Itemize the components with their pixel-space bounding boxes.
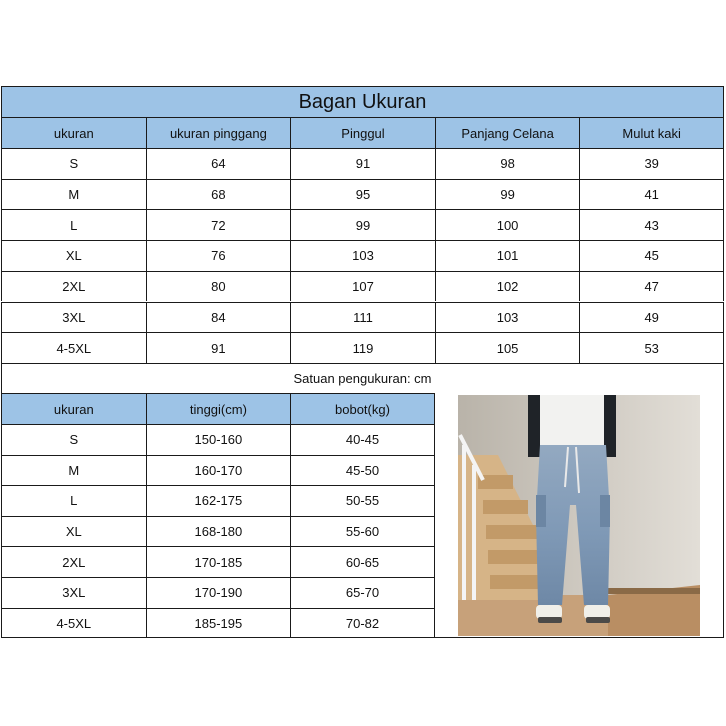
cell-leg-opening: 45 xyxy=(579,240,724,271)
table-row xyxy=(1,148,724,179)
product-photo xyxy=(458,395,700,636)
cell-hip: 103 xyxy=(290,240,435,271)
cell-length: 98 xyxy=(435,148,580,179)
header-length: Panjang Celana xyxy=(435,117,580,148)
cell-weight: 45-50 xyxy=(290,455,435,486)
cell-height: 185-195 xyxy=(146,608,291,638)
cell-size: M xyxy=(1,179,146,210)
table-row xyxy=(1,302,724,333)
cell-height: 168-180 xyxy=(146,516,291,547)
cell-hip: 119 xyxy=(290,332,435,363)
chart-bottom-border xyxy=(435,637,724,638)
cell-length: 105 xyxy=(435,332,580,363)
cell-waist: 91 xyxy=(146,332,291,363)
header-weight: bobot(kg) xyxy=(290,393,435,424)
table-row xyxy=(1,424,435,455)
cell-height: 170-185 xyxy=(146,546,291,577)
chart-right-border xyxy=(723,393,724,638)
table-row xyxy=(1,577,435,608)
cell-length: 101 xyxy=(435,240,580,271)
cell-size: 2XL xyxy=(1,546,146,577)
table-row xyxy=(1,485,435,516)
cell-weight: 65-70 xyxy=(290,577,435,608)
cell-leg-opening: 39 xyxy=(579,148,724,179)
cell-weight: 55-60 xyxy=(290,516,435,547)
cell-waist: 68 xyxy=(146,179,291,210)
header-hip: Pinggul xyxy=(290,117,435,148)
cell-waist: 84 xyxy=(146,302,291,333)
cell-leg-opening: 41 xyxy=(579,179,724,210)
unit-note-row xyxy=(1,363,724,393)
cell-size: L xyxy=(1,209,146,240)
cell-size: 4-5XL xyxy=(1,332,146,363)
cell-size: 3XL xyxy=(1,577,146,608)
cell-waist: 80 xyxy=(146,271,291,302)
cell-hip: 107 xyxy=(290,271,435,302)
cell-size: S xyxy=(1,424,146,455)
cell-height: 160-170 xyxy=(146,455,291,486)
cell-weight: 70-82 xyxy=(290,608,435,638)
cell-weight: 50-55 xyxy=(290,485,435,516)
cell-hip: 99 xyxy=(290,209,435,240)
table-row xyxy=(1,271,724,302)
cell-size: M xyxy=(1,455,146,486)
cell-size: XL xyxy=(1,516,146,547)
cell-height: 162-175 xyxy=(146,485,291,516)
cell-leg-opening: 43 xyxy=(579,209,724,240)
cell-length: 103 xyxy=(435,302,580,333)
cell-length: 102 xyxy=(435,271,580,302)
fit-table-bottom-border xyxy=(1,637,435,638)
header-height: tinggi(cm) xyxy=(146,393,291,424)
table-row xyxy=(1,608,435,638)
cell-size: S xyxy=(1,148,146,179)
table-row xyxy=(1,209,724,240)
cell-leg-opening: 53 xyxy=(579,332,724,363)
cell-length: 100 xyxy=(435,209,580,240)
cell-waist: 64 xyxy=(146,148,291,179)
cell-weight: 40-45 xyxy=(290,424,435,455)
cell-leg-opening: 47 xyxy=(579,271,724,302)
header-waist: ukuran pinggang xyxy=(146,117,291,148)
cell-length: 99 xyxy=(435,179,580,210)
cell-hip: 91 xyxy=(290,148,435,179)
table-row xyxy=(1,455,435,486)
cell-size: 4-5XL xyxy=(1,608,146,638)
table-row xyxy=(1,179,724,210)
cell-height: 170-190 xyxy=(146,577,291,608)
table-row xyxy=(1,240,724,271)
title-row xyxy=(1,86,724,117)
cell-hip: 95 xyxy=(290,179,435,210)
unit-note: Satuan pengukuran: cm xyxy=(1,363,724,393)
cell-hip: 111 xyxy=(290,302,435,333)
table-row xyxy=(1,332,724,363)
cell-weight: 60-65 xyxy=(290,546,435,577)
cell-size: XL xyxy=(1,240,146,271)
chart-title: Bagan Ukuran xyxy=(1,86,724,117)
header-size: ukuran xyxy=(1,117,146,148)
cell-size: 3XL xyxy=(1,302,146,333)
cell-size: 2XL xyxy=(1,271,146,302)
cell-height: 150-160 xyxy=(146,424,291,455)
header-leg-opening: Mulut kaki xyxy=(579,117,724,148)
fit-table-header xyxy=(1,393,435,424)
cell-size: L xyxy=(1,485,146,516)
cell-waist: 72 xyxy=(146,209,291,240)
size-table-header xyxy=(1,117,724,148)
table-row xyxy=(1,516,435,547)
cell-waist: 76 xyxy=(146,240,291,271)
cell-leg-opening: 49 xyxy=(579,302,724,333)
table-row xyxy=(1,546,435,577)
header-size: ukuran xyxy=(1,393,146,424)
